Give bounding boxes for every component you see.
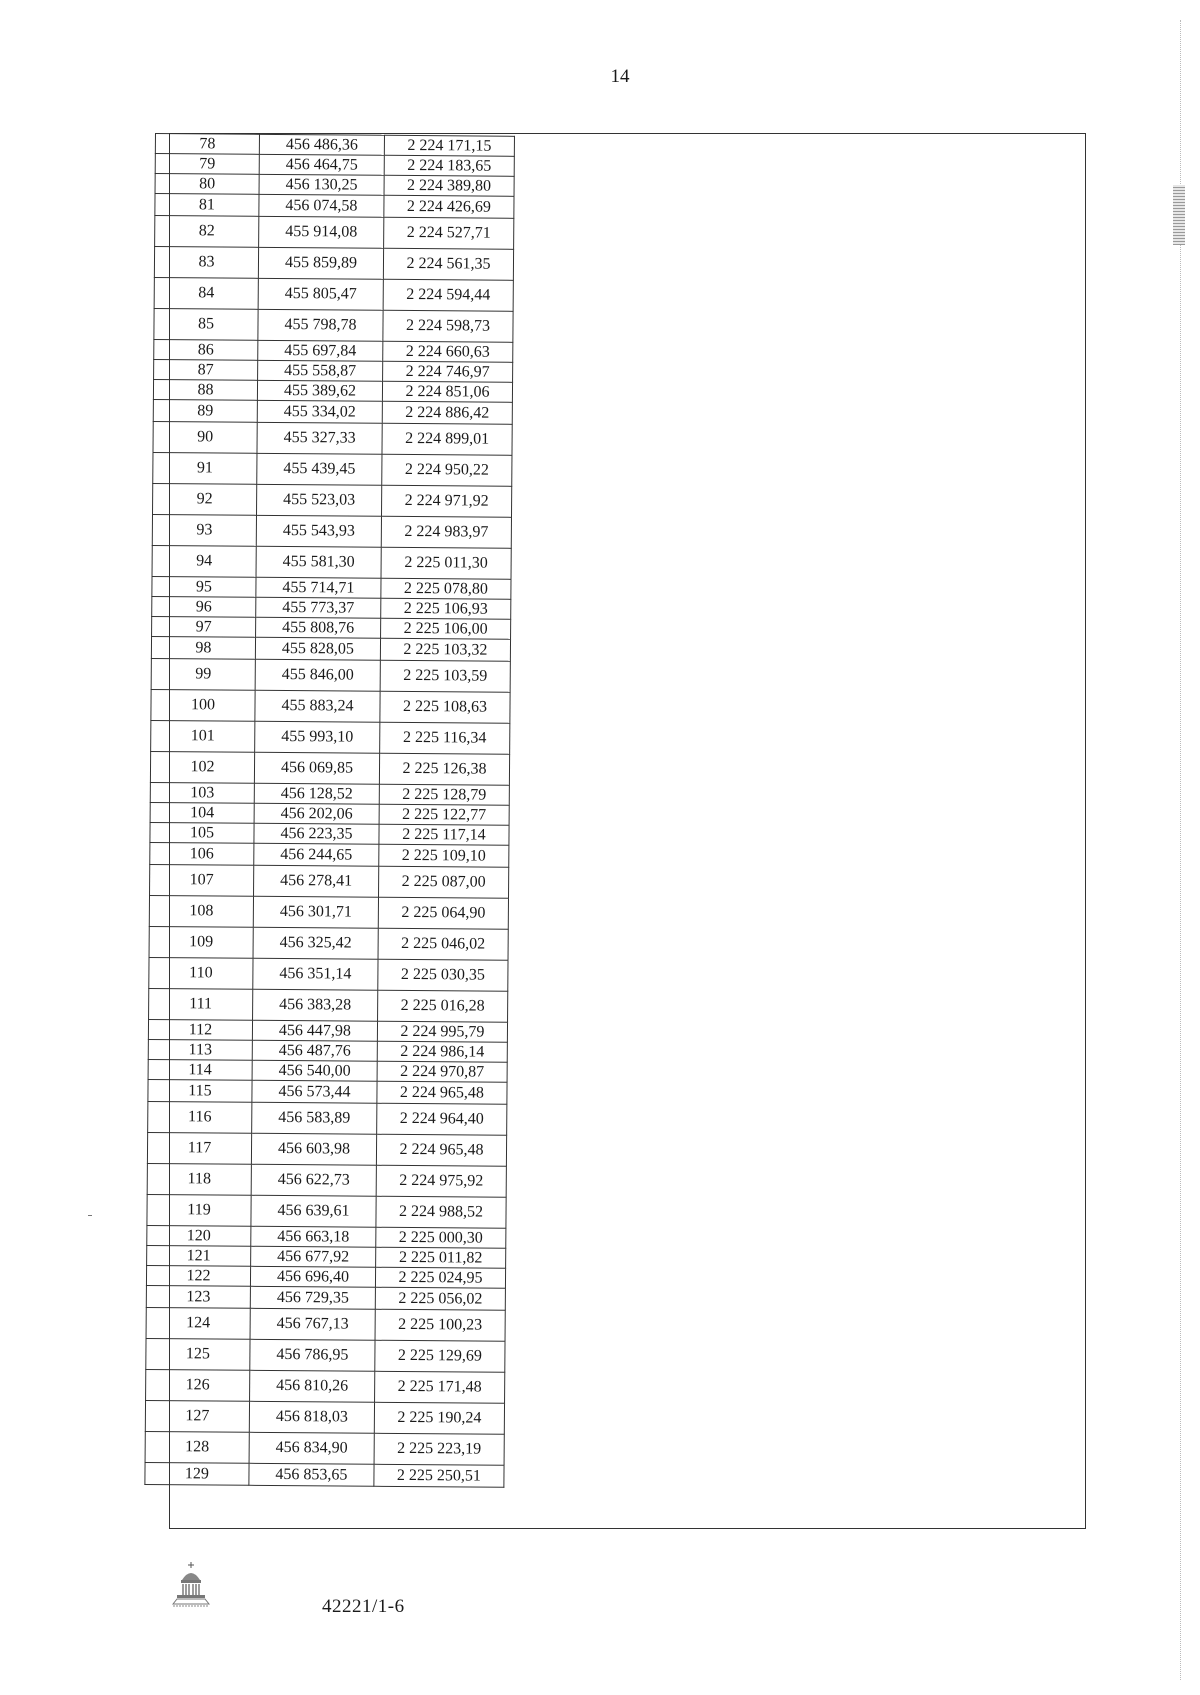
table-row — [149, 988, 508, 1022]
y-coordinate-cell: 2 225 078,80 — [381, 578, 511, 599]
y-coordinate-cell: 2 225 103,59 — [380, 660, 510, 692]
x-coordinate-cell: 456 729,35 — [250, 1286, 375, 1309]
y-coordinate-cell: 2 225 108,63 — [380, 691, 510, 723]
x-coordinate-cell: 455 993,10 — [255, 721, 380, 753]
x-coordinate-cell: 455 773,37 — [256, 597, 381, 618]
x-coordinate-cell: 455 439,45 — [257, 453, 382, 485]
point-number-cell: 110 — [149, 957, 253, 989]
y-coordinate-cell: 2 224 746,97 — [383, 361, 513, 382]
table-row — [150, 751, 509, 785]
scan-artifact — [1173, 185, 1185, 245]
table-row — [148, 1019, 507, 1042]
y-coordinate-cell: 2 224 598,73 — [383, 310, 513, 342]
point-number-cell: 124 — [146, 1307, 250, 1339]
coordinates-table-body — [145, 134, 515, 1488]
y-coordinate-cell: 2 225 223,19 — [374, 1433, 504, 1465]
x-coordinate-cell: 456 447,98 — [252, 1020, 377, 1041]
x-coordinate-cell: 456 325,42 — [253, 927, 378, 959]
point-number-cell: 106 — [150, 842, 254, 865]
point-number-cell: 101 — [151, 720, 255, 752]
x-coordinate-cell: 456 202,06 — [254, 803, 379, 824]
table-row — [150, 782, 509, 805]
y-coordinate-cell: 2 224 965,48 — [377, 1081, 507, 1104]
point-number-cell: 93 — [152, 514, 256, 546]
point-number-cell: 92 — [153, 483, 257, 515]
x-coordinate-cell: 456 128,52 — [254, 783, 379, 804]
point-number-cell: 108 — [149, 895, 253, 927]
point-number-cell: 82 — [155, 216, 259, 248]
y-coordinate-cell: 2 224 964,40 — [377, 1103, 507, 1135]
x-coordinate-cell: 456 603,98 — [251, 1133, 376, 1165]
point-number-cell: 98 — [151, 636, 255, 659]
point-number-cell: 87 — [154, 359, 258, 380]
y-coordinate-cell: 2 225 100,23 — [375, 1309, 505, 1341]
table-row — [154, 359, 513, 382]
y-coordinate-cell: 2 224 983,97 — [381, 516, 511, 548]
x-coordinate-cell: 455 805,47 — [258, 278, 383, 310]
x-coordinate-cell: 456 639,61 — [251, 1195, 376, 1227]
y-coordinate-cell: 2 224 995,79 — [377, 1021, 507, 1042]
point-number-cell: 104 — [150, 802, 254, 823]
point-number-cell: 127 — [145, 1400, 249, 1432]
x-coordinate-cell: 456 540,00 — [252, 1060, 377, 1081]
point-number-cell: 113 — [148, 1039, 252, 1060]
table-row — [155, 194, 514, 219]
table-row — [147, 1225, 506, 1248]
table-row — [153, 483, 512, 517]
x-coordinate-cell: 456 069,85 — [254, 752, 379, 784]
y-coordinate-cell: 2 224 594,44 — [383, 279, 513, 311]
table-row — [151, 658, 510, 692]
x-coordinate-cell: 455 581,30 — [256, 546, 381, 578]
table-row — [150, 822, 509, 845]
y-coordinate-cell: 2 224 426,69 — [384, 195, 514, 218]
y-coordinate-cell: 2 225 087,00 — [379, 866, 509, 898]
y-coordinate-cell: 2 224 986,14 — [377, 1041, 507, 1062]
table-row — [146, 1338, 505, 1372]
point-number-cell: 123 — [146, 1285, 250, 1308]
y-coordinate-cell: 2 225 046,02 — [378, 928, 508, 960]
table-row — [150, 864, 509, 898]
table-row — [145, 1431, 504, 1465]
point-number-cell: 109 — [149, 926, 253, 958]
x-coordinate-cell: 455 543,93 — [256, 515, 381, 547]
x-coordinate-cell: 456 622,73 — [251, 1164, 376, 1196]
point-number-cell: 100 — [151, 689, 255, 721]
x-coordinate-cell: 456 818,03 — [249, 1401, 374, 1433]
table-row — [155, 216, 514, 250]
y-coordinate-cell: 2 225 011,30 — [381, 547, 511, 579]
point-number-cell: 85 — [154, 308, 258, 340]
x-coordinate-cell: 456 696,40 — [250, 1266, 375, 1287]
point-number-cell: 118 — [147, 1163, 251, 1195]
point-number-cell: 129 — [145, 1462, 249, 1485]
x-coordinate-cell: 455 327,33 — [257, 422, 382, 454]
x-coordinate-cell: 456 244,65 — [254, 843, 379, 866]
table-row — [150, 842, 509, 867]
page-number: 14 — [610, 66, 630, 87]
point-number-cell: 126 — [146, 1369, 250, 1401]
x-coordinate-cell: 455 914,08 — [259, 216, 384, 248]
y-coordinate-cell: 2 225 064,90 — [378, 897, 508, 929]
table-row — [155, 174, 514, 197]
point-number-cell: 103 — [150, 782, 254, 803]
table-row — [146, 1307, 505, 1341]
point-number-cell: 95 — [152, 576, 256, 597]
point-number-cell: 125 — [146, 1338, 250, 1370]
point-number-cell: 128 — [145, 1431, 249, 1463]
y-coordinate-cell: 2 225 117,14 — [379, 824, 509, 845]
y-coordinate-cell: 2 225 250,51 — [374, 1464, 504, 1487]
y-coordinate-cell: 2 225 129,69 — [375, 1340, 505, 1372]
table-row — [155, 134, 514, 157]
x-coordinate-cell: 455 697,84 — [258, 340, 383, 361]
table-row — [152, 596, 511, 619]
y-coordinate-cell: 2 224 171,15 — [384, 135, 514, 156]
table-row — [155, 154, 514, 177]
y-coordinate-cell: 2 224 965,48 — [376, 1134, 506, 1166]
table-row — [153, 421, 512, 455]
table-row — [153, 379, 512, 402]
point-number-cell: 78 — [155, 134, 259, 155]
table-row — [148, 1039, 507, 1062]
y-coordinate-cell: 2 224 950,22 — [382, 454, 512, 486]
x-coordinate-cell: 455 389,62 — [257, 380, 382, 401]
y-coordinate-cell: 2 225 106,93 — [381, 598, 511, 619]
y-coordinate-cell: 2 225 122,77 — [379, 804, 509, 825]
x-coordinate-cell: 456 130,25 — [259, 174, 384, 195]
y-coordinate-cell: 2 224 886,42 — [382, 401, 512, 424]
y-coordinate-cell: 2 225 128,79 — [379, 784, 509, 805]
x-coordinate-cell: 455 798,78 — [258, 309, 383, 341]
point-number-cell: 89 — [153, 399, 257, 422]
x-coordinate-cell: 456 786,95 — [250, 1339, 375, 1371]
y-coordinate-cell: 2 225 126,38 — [379, 753, 509, 785]
x-coordinate-cell: 456 223,35 — [254, 823, 379, 844]
table-row — [148, 1059, 507, 1082]
table-row — [151, 720, 510, 754]
y-coordinate-cell: 2 225 116,34 — [380, 722, 510, 754]
y-coordinate-cell: 2 224 183,65 — [384, 155, 514, 176]
x-coordinate-cell: 456 663,18 — [251, 1226, 376, 1247]
point-number-cell: 122 — [146, 1265, 250, 1286]
point-number-cell: 119 — [147, 1194, 251, 1226]
point-number-cell: 116 — [148, 1101, 252, 1133]
point-number-cell: 114 — [148, 1059, 252, 1080]
table-row — [145, 1400, 504, 1434]
y-coordinate-cell: 2 225 011,82 — [376, 1247, 506, 1268]
table-row — [153, 452, 512, 486]
x-coordinate-cell: 456 278,41 — [254, 865, 379, 897]
point-number-cell: 120 — [147, 1225, 251, 1246]
x-coordinate-cell: 456 573,44 — [252, 1080, 377, 1103]
x-coordinate-cell: 455 846,00 — [255, 659, 380, 691]
x-coordinate-cell: 456 767,13 — [250, 1308, 375, 1340]
x-coordinate-cell: 456 301,71 — [253, 896, 378, 928]
x-coordinate-cell: 456 834,90 — [249, 1432, 374, 1464]
x-coordinate-cell: 456 383,28 — [253, 989, 378, 1021]
point-number-cell: 102 — [150, 751, 254, 783]
point-number-cell: 107 — [150, 864, 254, 896]
point-number-cell: 117 — [147, 1132, 251, 1164]
point-number-cell: 112 — [148, 1019, 252, 1040]
table-row — [154, 339, 513, 362]
y-coordinate-cell: 2 225 106,00 — [381, 618, 511, 639]
x-coordinate-cell: 455 334,02 — [257, 400, 382, 423]
table-row — [149, 926, 508, 960]
point-number-cell: 83 — [154, 247, 258, 279]
table-row — [146, 1265, 505, 1288]
y-coordinate-cell: 2 224 899,01 — [382, 423, 512, 455]
y-coordinate-cell: 2 224 975,92 — [376, 1165, 506, 1197]
y-coordinate-cell: 2 225 030,35 — [378, 959, 508, 991]
table-row — [151, 689, 510, 723]
point-number-cell: 105 — [150, 822, 254, 843]
y-coordinate-cell: 2 224 970,87 — [377, 1061, 507, 1082]
table-row — [154, 308, 513, 342]
x-coordinate-cell: 455 808,76 — [256, 617, 381, 638]
table-row — [153, 399, 512, 424]
x-coordinate-cell: 455 523,03 — [257, 484, 382, 516]
y-coordinate-cell: 2 225 016,28 — [378, 990, 508, 1022]
table-row — [147, 1245, 506, 1268]
x-coordinate-cell: 456 464,75 — [259, 154, 384, 175]
y-coordinate-cell: 2 225 103,32 — [380, 638, 510, 661]
y-coordinate-cell: 2 224 971,92 — [381, 485, 511, 517]
scan-artifact — [88, 1215, 92, 1216]
x-coordinate-cell: 456 810,26 — [250, 1370, 375, 1402]
table-row — [152, 616, 511, 639]
y-coordinate-cell: 2 224 851,06 — [382, 381, 512, 402]
table-row — [151, 636, 510, 661]
x-coordinate-cell: 456 677,92 — [251, 1246, 376, 1267]
point-number-cell: 94 — [152, 545, 256, 577]
x-coordinate-cell: 456 074,58 — [259, 194, 384, 217]
table-row — [154, 247, 513, 281]
x-coordinate-cell: 456 487,76 — [252, 1040, 377, 1061]
table-row — [149, 957, 508, 991]
y-coordinate-cell: 2 225 000,30 — [376, 1227, 506, 1248]
table-row — [148, 1079, 507, 1104]
y-coordinate-cell: 2 224 389,80 — [384, 175, 514, 196]
x-coordinate-cell: 455 859,89 — [258, 247, 383, 279]
y-coordinate-cell: 2 225 109,10 — [379, 844, 509, 867]
table-row — [152, 545, 511, 579]
x-coordinate-cell: 456 583,89 — [252, 1102, 377, 1134]
point-number-cell: 97 — [152, 616, 256, 637]
y-coordinate-cell: 2 225 024,95 — [375, 1267, 505, 1288]
point-number-cell: 84 — [154, 277, 258, 309]
x-coordinate-cell: 455 883,24 — [255, 690, 380, 722]
table-row — [152, 576, 511, 599]
x-coordinate-cell: 455 558,87 — [258, 360, 383, 381]
notary-seal-icon — [168, 1560, 214, 1608]
point-number-cell: 80 — [155, 174, 259, 195]
point-number-cell: 115 — [148, 1079, 252, 1102]
point-number-cell: 121 — [147, 1245, 251, 1266]
point-number-cell: 91 — [153, 452, 257, 484]
y-coordinate-cell: 2 224 527,71 — [384, 217, 514, 249]
table-row — [146, 1285, 505, 1310]
table-row — [147, 1163, 506, 1197]
point-number-cell: 99 — [151, 658, 255, 690]
table-row — [154, 277, 513, 311]
y-coordinate-cell: 2 224 660,63 — [383, 341, 513, 362]
x-coordinate-cell: 456 486,36 — [259, 134, 384, 155]
point-number-cell: 88 — [153, 379, 257, 400]
table-row — [148, 1101, 507, 1135]
document-number: 42221/1-6 — [322, 1596, 405, 1617]
table-row — [150, 802, 509, 825]
table-row — [146, 1369, 505, 1403]
x-coordinate-cell: 455 828,05 — [255, 637, 380, 660]
point-number-cell: 111 — [149, 988, 253, 1020]
coordinates-table — [144, 133, 515, 1488]
point-number-cell: 86 — [154, 339, 258, 360]
point-number-cell: 96 — [152, 596, 256, 617]
y-coordinate-cell: 2 225 056,02 — [375, 1287, 505, 1310]
y-coordinate-cell: 2 224 988,52 — [376, 1196, 506, 1228]
scan-edge-line — [1180, 20, 1182, 1680]
y-coordinate-cell: 2 225 190,24 — [374, 1402, 504, 1434]
point-number-cell: 81 — [155, 194, 259, 217]
table-row — [147, 1132, 506, 1166]
table-row — [149, 895, 508, 929]
x-coordinate-cell: 456 853,65 — [249, 1463, 374, 1486]
x-coordinate-cell: 456 351,14 — [253, 958, 378, 990]
table-row — [152, 514, 511, 548]
table-row — [145, 1462, 504, 1487]
x-coordinate-cell: 455 714,71 — [256, 577, 381, 598]
point-number-cell: 79 — [155, 154, 259, 175]
y-coordinate-cell: 2 225 171,48 — [375, 1371, 505, 1403]
point-number-cell: 90 — [153, 421, 257, 453]
table-row — [147, 1194, 506, 1228]
y-coordinate-cell: 2 224 561,35 — [383, 248, 513, 280]
